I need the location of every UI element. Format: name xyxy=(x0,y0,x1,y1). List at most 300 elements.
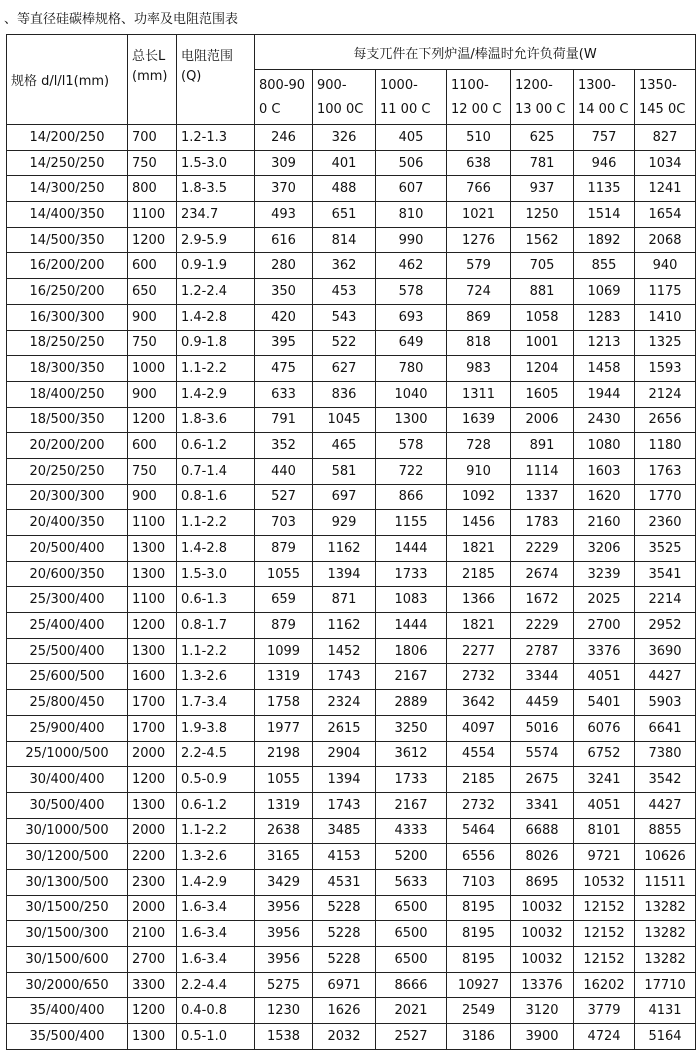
cell-load-3: 1444 xyxy=(376,536,447,562)
cell-resistance: 1.4-2.8 xyxy=(177,536,255,562)
table-row xyxy=(7,587,696,613)
cell-load-7: 3541 xyxy=(635,561,696,587)
cell-load-6: 1514 xyxy=(574,202,635,228)
cell-load-4: 724 xyxy=(447,279,511,305)
cell-load-4: 2732 xyxy=(447,664,511,690)
table-row xyxy=(7,972,696,998)
cell-resistance: 0.9-1.8 xyxy=(177,330,255,356)
cell-spec: 30/2000/650 xyxy=(7,972,128,998)
table-row xyxy=(7,202,696,228)
cell-length: 2000 xyxy=(128,741,177,767)
cell-load-7: 13282 xyxy=(635,895,696,921)
cell-length: 1700 xyxy=(128,690,177,716)
cell-load-7: 6641 xyxy=(635,715,696,741)
cell-load-5: 881 xyxy=(511,279,574,305)
cell-load-3: 2021 xyxy=(376,998,447,1024)
cell-length: 750 xyxy=(128,150,177,176)
cell-load-4: 4554 xyxy=(447,741,511,767)
cell-load-4: 10927 xyxy=(447,972,511,998)
cell-load-6: 4724 xyxy=(574,1024,635,1050)
cell-load-7: 13282 xyxy=(635,947,696,973)
cell-resistance: 1.8-3.6 xyxy=(177,407,255,433)
cell-spec: 14/200/250 xyxy=(7,125,128,151)
header-temp-2: 900-100 0C xyxy=(313,70,376,125)
cell-spec: 20/500/400 xyxy=(7,536,128,562)
cell-load-2: 1394 xyxy=(313,767,376,793)
cell-load-4: 766 xyxy=(447,176,511,202)
cell-spec: 30/400/400 xyxy=(7,767,128,793)
cell-load-6: 10532 xyxy=(574,869,635,895)
table-row xyxy=(7,536,696,562)
cell-load-1: 370 xyxy=(255,176,313,202)
cell-load-5: 2006 xyxy=(511,407,574,433)
cell-load-6: 12152 xyxy=(574,921,635,947)
cell-load-6: 3239 xyxy=(574,561,635,587)
table-row xyxy=(7,741,696,767)
cell-load-4: 983 xyxy=(447,356,511,382)
cell-length: 1100 xyxy=(128,510,177,536)
cell-load-4: 1021 xyxy=(447,202,511,228)
cell-load-3: 693 xyxy=(376,304,447,330)
cell-load-3: 578 xyxy=(376,433,447,459)
cell-load-2: 326 xyxy=(313,125,376,151)
cell-load-7: 827 xyxy=(635,125,696,151)
cell-load-6: 6752 xyxy=(574,741,635,767)
cell-spec: 30/1500/300 xyxy=(7,921,128,947)
cell-load-7: 1763 xyxy=(635,458,696,484)
table-row xyxy=(7,176,696,202)
cell-load-7: 3525 xyxy=(635,536,696,562)
table-row xyxy=(7,304,696,330)
cell-load-5: 10032 xyxy=(511,921,574,947)
cell-load-1: 527 xyxy=(255,484,313,510)
cell-load-3: 506 xyxy=(376,150,447,176)
cell-length: 1100 xyxy=(128,587,177,613)
cell-load-6: 16202 xyxy=(574,972,635,998)
table-row xyxy=(7,150,696,176)
cell-length: 1600 xyxy=(128,664,177,690)
cell-resistance: 1.1-2.2 xyxy=(177,356,255,382)
cell-length: 2700 xyxy=(128,947,177,973)
cell-load-1: 3956 xyxy=(255,921,313,947)
cell-spec: 25/1000/500 xyxy=(7,741,128,767)
cell-load-6: 3241 xyxy=(574,767,635,793)
cell-load-4: 1456 xyxy=(447,510,511,536)
cell-load-2: 4531 xyxy=(313,869,376,895)
cell-length: 1000 xyxy=(128,356,177,382)
cell-load-4: 510 xyxy=(447,125,511,151)
cell-load-6: 757 xyxy=(574,125,635,151)
cell-load-5: 1114 xyxy=(511,458,574,484)
cell-load-3: 2889 xyxy=(376,690,447,716)
cell-load-3: 405 xyxy=(376,125,447,151)
cell-load-7: 5164 xyxy=(635,1024,696,1050)
cell-load-2: 1045 xyxy=(313,407,376,433)
cell-load-1: 1538 xyxy=(255,1024,313,1050)
cell-resistance: 1.6-3.4 xyxy=(177,921,255,947)
cell-spec: 30/1300/500 xyxy=(7,869,128,895)
cell-spec: 14/400/350 xyxy=(7,202,128,228)
table-row xyxy=(7,715,696,741)
cell-load-4: 4097 xyxy=(447,715,511,741)
table-row xyxy=(7,947,696,973)
cell-resistance: 1.5-3.0 xyxy=(177,150,255,176)
cell-load-7: 17710 xyxy=(635,972,696,998)
cell-load-5: 781 xyxy=(511,150,574,176)
cell-load-4: 1311 xyxy=(447,381,511,407)
cell-resistance: 1.4-2.9 xyxy=(177,869,255,895)
cell-load-7: 1034 xyxy=(635,150,696,176)
cell-load-7: 1175 xyxy=(635,279,696,305)
cell-load-6: 946 xyxy=(574,150,635,176)
cell-load-4: 8195 xyxy=(447,947,511,973)
cell-load-7: 4427 xyxy=(635,792,696,818)
cell-load-2: 543 xyxy=(313,304,376,330)
cell-load-6: 3376 xyxy=(574,638,635,664)
cell-load-6: 4051 xyxy=(574,664,635,690)
cell-load-1: 350 xyxy=(255,279,313,305)
cell-resistance: 0.4-0.8 xyxy=(177,998,255,1024)
cell-load-5: 2674 xyxy=(511,561,574,587)
header-load-group: 每支兀件在下列炉温/棒温时允许负荷量(W xyxy=(255,35,696,70)
cell-load-5: 1250 xyxy=(511,202,574,228)
cell-load-2: 5228 xyxy=(313,947,376,973)
cell-load-3: 1083 xyxy=(376,587,447,613)
cell-length: 600 xyxy=(128,253,177,279)
cell-length: 1300 xyxy=(128,561,177,587)
cell-spec: 20/300/300 xyxy=(7,484,128,510)
cell-resistance: 1.9-3.8 xyxy=(177,715,255,741)
cell-load-7: 4427 xyxy=(635,664,696,690)
cell-resistance: 1.6-3.4 xyxy=(177,947,255,973)
table-header xyxy=(7,35,696,125)
cell-load-7: 2214 xyxy=(635,587,696,613)
cell-spec: 20/400/350 xyxy=(7,510,128,536)
cell-length: 2300 xyxy=(128,869,177,895)
cell-load-4: 910 xyxy=(447,458,511,484)
cell-length: 2000 xyxy=(128,818,177,844)
cell-load-7: 940 xyxy=(635,253,696,279)
table-row xyxy=(7,510,696,536)
cell-load-2: 1162 xyxy=(313,613,376,639)
header-temp-6: 1300-14 00 C xyxy=(574,70,635,125)
cell-load-4: 579 xyxy=(447,253,511,279)
cell-load-2: 488 xyxy=(313,176,376,202)
cell-spec: 16/300/300 xyxy=(7,304,128,330)
cell-load-1: 475 xyxy=(255,356,313,382)
table-row xyxy=(7,561,696,587)
cell-load-3: 5633 xyxy=(376,869,447,895)
cell-load-5: 1783 xyxy=(511,510,574,536)
cell-load-2: 2904 xyxy=(313,741,376,767)
cell-load-3: 990 xyxy=(376,227,447,253)
cell-spec: 18/500/350 xyxy=(7,407,128,433)
cell-load-6: 2025 xyxy=(574,587,635,613)
cell-spec: 25/400/400 xyxy=(7,613,128,639)
cell-load-4: 1092 xyxy=(447,484,511,510)
cell-load-5: 1605 xyxy=(511,381,574,407)
cell-load-6: 1080 xyxy=(574,433,635,459)
cell-spec: 30/1200/500 xyxy=(7,844,128,870)
table-row xyxy=(7,356,696,382)
cell-length: 2100 xyxy=(128,921,177,947)
cell-load-4: 2185 xyxy=(447,767,511,793)
cell-resistance: 0.8-1.6 xyxy=(177,484,255,510)
cell-load-7: 2656 xyxy=(635,407,696,433)
cell-load-3: 6500 xyxy=(376,921,447,947)
cell-resistance: 1.6-3.4 xyxy=(177,895,255,921)
cell-resistance: 0.6-1.2 xyxy=(177,792,255,818)
table-row xyxy=(7,125,696,151)
cell-load-4: 8195 xyxy=(447,895,511,921)
cell-load-3: 1733 xyxy=(376,561,447,587)
cell-load-3: 4333 xyxy=(376,818,447,844)
cell-spec: 20/250/250 xyxy=(7,458,128,484)
cell-length: 800 xyxy=(128,176,177,202)
table-row xyxy=(7,407,696,433)
header-resistance: 电阻范围 (Q) xyxy=(177,35,255,125)
cell-load-6: 12152 xyxy=(574,947,635,973)
cell-load-3: 6500 xyxy=(376,947,447,973)
cell-load-7: 1770 xyxy=(635,484,696,510)
cell-spec: 30/1500/250 xyxy=(7,895,128,921)
cell-spec: 14/500/350 xyxy=(7,227,128,253)
cell-load-2: 1743 xyxy=(313,792,376,818)
cell-length: 900 xyxy=(128,484,177,510)
cell-load-5: 1562 xyxy=(511,227,574,253)
cell-resistance: 1.2-2.4 xyxy=(177,279,255,305)
cell-resistance: 1.4-2.8 xyxy=(177,304,255,330)
cell-resistance: 0.9-1.9 xyxy=(177,253,255,279)
table-row xyxy=(7,433,696,459)
cell-load-3: 462 xyxy=(376,253,447,279)
cell-load-3: 3612 xyxy=(376,741,447,767)
cell-load-3: 2167 xyxy=(376,792,447,818)
table-row xyxy=(7,844,696,870)
cell-load-2: 929 xyxy=(313,510,376,536)
cell-load-7: 1410 xyxy=(635,304,696,330)
cell-resistance: 0.5-1.0 xyxy=(177,1024,255,1050)
cell-load-1: 246 xyxy=(255,125,313,151)
cell-load-7: 3542 xyxy=(635,767,696,793)
cell-load-2: 1394 xyxy=(313,561,376,587)
cell-resistance: 0.6-1.2 xyxy=(177,433,255,459)
cell-length: 700 xyxy=(128,125,177,151)
spec-table xyxy=(6,34,696,1050)
cell-load-2: 2615 xyxy=(313,715,376,741)
cell-spec: 25/800/450 xyxy=(7,690,128,716)
cell-load-4: 3186 xyxy=(447,1024,511,1050)
cell-load-5: 1001 xyxy=(511,330,574,356)
cell-load-1: 1230 xyxy=(255,998,313,1024)
cell-load-6: 1135 xyxy=(574,176,635,202)
cell-resistance: 2.2-4.4 xyxy=(177,972,255,998)
cell-load-7: 2360 xyxy=(635,510,696,536)
cell-load-2: 401 xyxy=(313,150,376,176)
cell-load-4: 1821 xyxy=(447,613,511,639)
header-temp-7: 1350-145 0C xyxy=(635,70,696,125)
cell-load-7: 2952 xyxy=(635,613,696,639)
cell-load-1: 879 xyxy=(255,613,313,639)
cell-resistance: 2.2-4.5 xyxy=(177,741,255,767)
cell-load-2: 1626 xyxy=(313,998,376,1024)
cell-load-7: 11511 xyxy=(635,869,696,895)
header-temp-5: 1200-13 00 C xyxy=(511,70,574,125)
table-row xyxy=(7,613,696,639)
cell-load-6: 5401 xyxy=(574,690,635,716)
cell-load-1: 420 xyxy=(255,304,313,330)
cell-load-3: 578 xyxy=(376,279,447,305)
cell-load-1: 703 xyxy=(255,510,313,536)
cell-load-5: 13376 xyxy=(511,972,574,998)
cell-resistance: 1.1-2.2 xyxy=(177,510,255,536)
table-row xyxy=(7,664,696,690)
cell-load-7: 4131 xyxy=(635,998,696,1024)
cell-resistance: 2.9-5.9 xyxy=(177,227,255,253)
table-row xyxy=(7,484,696,510)
table-row xyxy=(7,895,696,921)
cell-load-3: 607 xyxy=(376,176,447,202)
cell-load-6: 1620 xyxy=(574,484,635,510)
cell-load-6: 6076 xyxy=(574,715,635,741)
header-temp-1: 800-90 0 C xyxy=(255,70,313,125)
cell-load-6: 9721 xyxy=(574,844,635,870)
cell-resistance: 0.6-1.3 xyxy=(177,587,255,613)
cell-load-1: 2198 xyxy=(255,741,313,767)
cell-load-4: 728 xyxy=(447,433,511,459)
cell-load-7: 1180 xyxy=(635,433,696,459)
cell-length: 900 xyxy=(128,304,177,330)
cell-load-4: 2549 xyxy=(447,998,511,1024)
cell-load-1: 1977 xyxy=(255,715,313,741)
header-temp-3: 1000-11 00 C xyxy=(376,70,447,125)
cell-load-2: 697 xyxy=(313,484,376,510)
table-row xyxy=(7,381,696,407)
cell-load-5: 3900 xyxy=(511,1024,574,1050)
cell-load-5: 3344 xyxy=(511,664,574,690)
cell-load-6: 12152 xyxy=(574,895,635,921)
table-row xyxy=(7,767,696,793)
cell-load-5: 8026 xyxy=(511,844,574,870)
cell-load-4: 1276 xyxy=(447,227,511,253)
cell-length: 1200 xyxy=(128,767,177,793)
cell-spec: 16/200/200 xyxy=(7,253,128,279)
cell-spec: 25/900/400 xyxy=(7,715,128,741)
cell-load-2: 581 xyxy=(313,458,376,484)
cell-resistance: 1.3-2.6 xyxy=(177,844,255,870)
cell-load-1: 1055 xyxy=(255,561,313,587)
cell-load-5: 937 xyxy=(511,176,574,202)
cell-load-5: 625 xyxy=(511,125,574,151)
cell-load-5: 10032 xyxy=(511,895,574,921)
cell-length: 1200 xyxy=(128,998,177,1024)
cell-load-1: 1758 xyxy=(255,690,313,716)
cell-load-6: 1944 xyxy=(574,381,635,407)
cell-length: 600 xyxy=(128,433,177,459)
cell-load-7: 10626 xyxy=(635,844,696,870)
cell-load-4: 1366 xyxy=(447,587,511,613)
cell-length: 1100 xyxy=(128,202,177,228)
cell-load-5: 1204 xyxy=(511,356,574,382)
cell-load-2: 5228 xyxy=(313,921,376,947)
table-row xyxy=(7,330,696,356)
cell-load-2: 627 xyxy=(313,356,376,382)
cell-load-6: 2700 xyxy=(574,613,635,639)
cell-length: 750 xyxy=(128,330,177,356)
cell-load-5: 2229 xyxy=(511,613,574,639)
cell-load-5: 5574 xyxy=(511,741,574,767)
cell-load-4: 8195 xyxy=(447,921,511,947)
table-row xyxy=(7,253,696,279)
cell-load-4: 2185 xyxy=(447,561,511,587)
cell-load-6: 3779 xyxy=(574,998,635,1024)
cell-load-6: 1458 xyxy=(574,356,635,382)
table-row xyxy=(7,869,696,895)
table-body xyxy=(7,125,696,1050)
cell-length: 1300 xyxy=(128,638,177,664)
cell-load-5: 2787 xyxy=(511,638,574,664)
cell-resistance: 1.5-3.0 xyxy=(177,561,255,587)
cell-load-4: 6556 xyxy=(447,844,511,870)
cell-load-1: 395 xyxy=(255,330,313,356)
document-title: 、等直径硅碳棒规格、功率及电阻范围表 xyxy=(4,12,239,27)
cell-load-3: 2527 xyxy=(376,1024,447,1050)
cell-length: 1300 xyxy=(128,536,177,562)
cell-load-6: 1069 xyxy=(574,279,635,305)
cell-load-4: 5464 xyxy=(447,818,511,844)
cell-load-2: 1452 xyxy=(313,638,376,664)
cell-load-2: 2324 xyxy=(313,690,376,716)
cell-spec: 20/200/200 xyxy=(7,433,128,459)
header-length: 总长L (mm) xyxy=(128,35,177,125)
cell-load-3: 3250 xyxy=(376,715,447,741)
cell-load-2: 871 xyxy=(313,587,376,613)
cell-load-1: 633 xyxy=(255,381,313,407)
cell-load-1: 280 xyxy=(255,253,313,279)
table-row xyxy=(7,792,696,818)
cell-spec: 30/500/400 xyxy=(7,792,128,818)
cell-load-6: 1213 xyxy=(574,330,635,356)
cell-load-1: 879 xyxy=(255,536,313,562)
cell-spec: 25/600/500 xyxy=(7,664,128,690)
header-temp-4: 1100-12 00 C xyxy=(447,70,511,125)
cell-load-2: 651 xyxy=(313,202,376,228)
cell-load-3: 8666 xyxy=(376,972,447,998)
cell-load-5: 10032 xyxy=(511,947,574,973)
cell-length: 650 xyxy=(128,279,177,305)
cell-load-2: 453 xyxy=(313,279,376,305)
cell-load-5: 1672 xyxy=(511,587,574,613)
cell-length: 900 xyxy=(128,381,177,407)
cell-load-7: 1241 xyxy=(635,176,696,202)
cell-load-7: 1593 xyxy=(635,356,696,382)
cell-resistance: 1.2-1.3 xyxy=(177,125,255,151)
cell-load-2: 5228 xyxy=(313,895,376,921)
cell-load-1: 493 xyxy=(255,202,313,228)
cell-spec: 18/300/350 xyxy=(7,356,128,382)
cell-load-7: 2124 xyxy=(635,381,696,407)
cell-load-7: 5903 xyxy=(635,690,696,716)
table-row xyxy=(7,818,696,844)
cell-resistance: 1.3-2.6 xyxy=(177,664,255,690)
cell-length: 750 xyxy=(128,458,177,484)
cell-load-7: 1325 xyxy=(635,330,696,356)
table-row xyxy=(7,227,696,253)
cell-load-1: 440 xyxy=(255,458,313,484)
cell-resistance: 234.7 xyxy=(177,202,255,228)
cell-spec: 30/1500/600 xyxy=(7,947,128,973)
cell-load-5: 1337 xyxy=(511,484,574,510)
